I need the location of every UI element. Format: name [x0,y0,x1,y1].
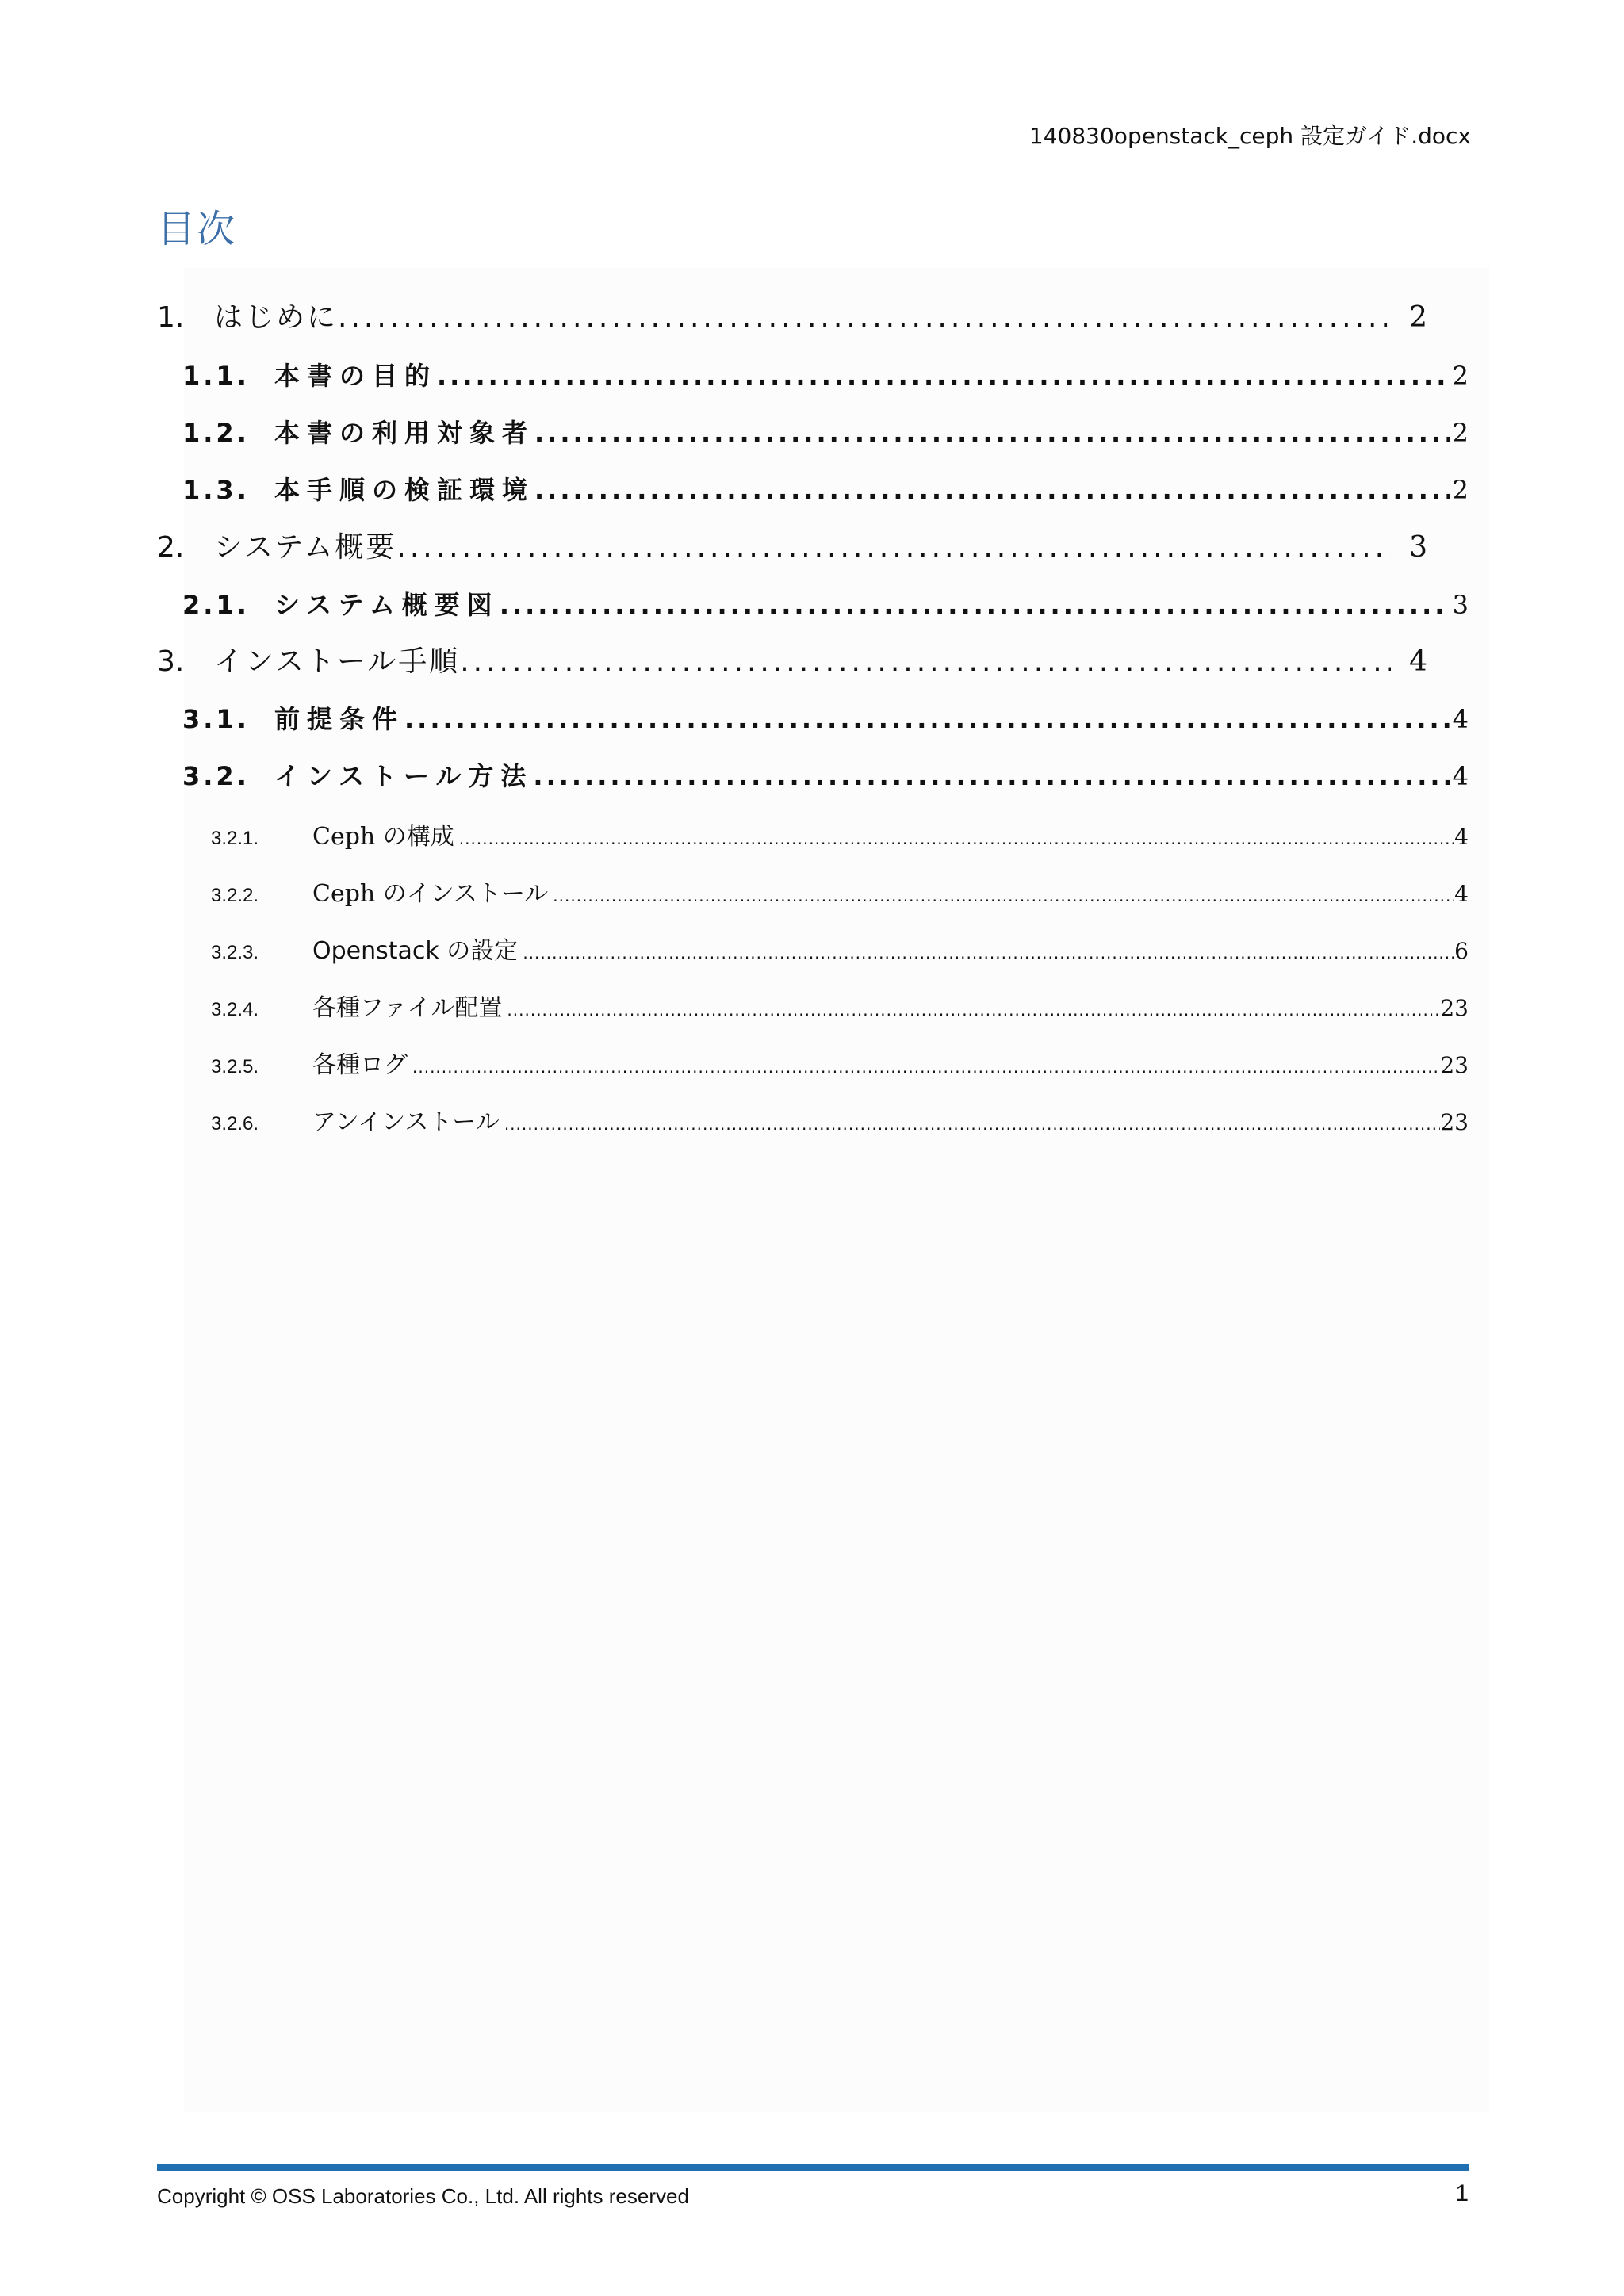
toc-dot-leader [523,943,1454,962]
toc-entry-3-2-4[interactable] [211,988,1469,1023]
toc-entry-number: 3.2.1. [211,828,259,849]
toc-dot-leader [412,1058,1440,1077]
toc-entry-number: 3.2.2. [211,885,259,906]
toc-entry-number: 1. [157,301,185,334]
toc-dot-leader [404,704,1450,734]
toc-entry-3-2[interactable] [182,756,1469,793]
toc-title: 目次 [157,207,237,251]
toc-entry-label: 本手順の検証環境 [274,475,535,505]
toc-entry-number: 3.2. [182,761,250,791]
toc-entry-page: 2 [1409,301,1427,334]
toc-entry-number: 3.2.5. [211,1056,259,1077]
toc-entry-page: 4 [1452,704,1469,734]
toc-entry-page: 6 [1454,938,1469,964]
toc-dot-leader [534,418,1450,448]
toc-entry-1-1[interactable] [182,356,1469,392]
toc-entry-number: 3. [157,645,185,678]
document-filename: 140830openstack_ceph 設定ガイド.docx [1028,123,1471,149]
toc-entry-page: 4 [1409,645,1427,678]
toc-entry-number: 1.3. [182,475,250,505]
toc-entry-label: システム概要図 [274,590,500,620]
toc-entry-page: 3 [1452,590,1469,620]
toc-entry-3-1[interactable] [182,699,1469,736]
toc-dot-leader [460,645,1391,678]
toc-entry-page: 4 [1454,824,1469,850]
toc-dot-leader [534,475,1450,505]
footer-copyright: Copyright © OSS Laboratories Co., Ltd. All rights reserved [157,2184,689,2208]
toc-entry-label: 各種ファイル配置 [312,994,503,1022]
toc-entry-page: 4 [1454,881,1469,907]
toc-entry-page: 2 [1452,361,1469,391]
toc-entry-label: システム概要 [214,531,397,564]
toc-entry-3-2-5[interactable] [211,1045,1469,1080]
toc-entry-number: 3.1. [182,704,250,734]
footer-divider [157,2164,1469,2171]
toc-entry-label: 前提条件 [274,704,405,734]
toc-entry-label: インストール手順 [214,645,461,678]
toc-entry-number: 3.2.6. [211,1113,259,1135]
toc-dot-leader [504,1115,1441,1134]
toc-entry-page: 23 [1440,995,1469,1021]
toc-entry-page: 23 [1440,1052,1469,1078]
toc-entry-3[interactable] [157,639,1427,679]
toc-dot-leader [459,829,1454,848]
toc-entry-2-1[interactable] [182,585,1469,622]
toc-entry-page: 23 [1440,1109,1469,1135]
toc-entry-1-2[interactable] [182,413,1469,450]
toc-entry-label: Openstack の設定 [312,937,519,965]
toc-dot-leader [507,1001,1440,1020]
toc-entry-label: Ceph の構成 [312,823,454,851]
toc-entry-1-3[interactable] [182,470,1469,507]
toc-entry-3-2-6[interactable] [211,1102,1469,1137]
toc-dot-leader [437,361,1450,391]
toc-entry-label: はじめに [214,301,339,334]
toc-entry-label: アンインストール [312,1108,500,1136]
toc-entry-number: 1.1. [182,361,250,391]
toc-entry-number: 1.2. [182,418,250,448]
toc-entry-number: 2.1. [182,590,250,620]
toc-entry-label: 本書の利用対象者 [274,418,535,448]
toc-entry-3-2-2[interactable] [211,874,1469,909]
toc-entry-page: 3 [1409,531,1427,564]
toc-entry-number: 3.2.3. [211,942,259,963]
toc-entry-number: 2. [157,531,185,564]
toc-entry-label: インストール方法 [274,761,534,791]
toc-entry-page: 4 [1452,761,1469,791]
footer-page-number: 1 [1455,2180,1469,2206]
toc-entry-3-2-1[interactable] [211,817,1469,851]
toc-dot-leader [500,590,1450,620]
toc-dot-leader [396,531,1391,564]
toc-dot-leader [338,301,1391,334]
toc-entry-3-2-3[interactable] [211,931,1469,966]
toc-entry-2[interactable] [157,525,1427,565]
toc-entry-label: 各種ログ [312,1051,408,1079]
toc-dot-leader [533,761,1450,791]
toc-entry-label: 本書の目的 [274,361,438,391]
toc-entry-page: 2 [1452,418,1469,448]
toc-dot-leader [553,886,1454,905]
toc-entry-label: Ceph のインストール [312,880,549,908]
toc-entry-page: 2 [1452,475,1469,505]
toc-entry-number: 3.2.4. [211,999,259,1020]
toc-entry-1[interactable] [157,295,1427,335]
